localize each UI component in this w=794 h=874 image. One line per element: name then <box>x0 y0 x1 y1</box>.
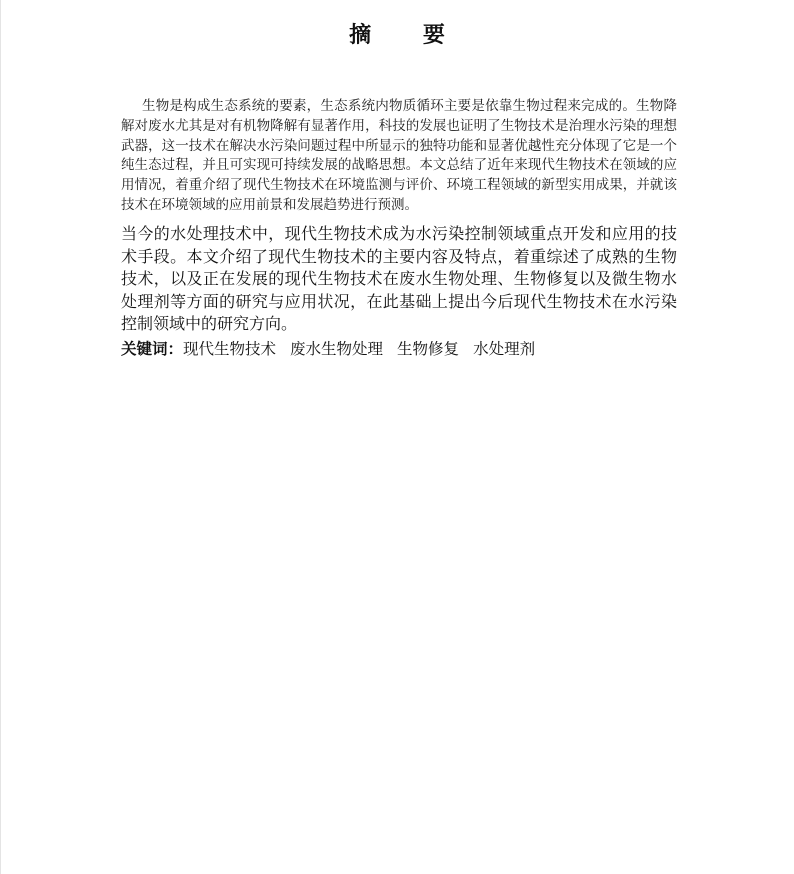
keyword-item: 水处理剂 <box>473 340 536 358</box>
page-title: 摘 要 <box>349 23 467 48</box>
keyword-item: 废水生物处理 <box>290 340 384 358</box>
keywords-label: 关键词： <box>121 340 184 358</box>
keyword-item: 现代生物技术 <box>183 340 277 358</box>
page-edge <box>0 0 1 874</box>
keywords-line <box>121 338 677 360</box>
abstract-paragraph-2: 当今的水处理技术中，现代生物技术成为水污染控制领域重点开发和应用的技术手段。本文介绍了现代生物技术的主要内容及特点，着重综述了成熟的生物技术，以及正在发展的现代生物技术在废水生物处理、生物修复以及微生物水处理剂等方面的研究与应用状况，在此基础上提出今后现代生物技术在水污染控制领域中的研究方向。 <box>121 224 677 334</box>
keyword-item: 生物修复 <box>397 340 460 358</box>
abstract-paragraph-1: 生物是构成生态系统的要素，生态系统内物质循环主要是依靠生物过程来完成的。生物降解对废水尤其是对有机物降解有显著作用，科技的发展也证明了生物技术是治理水污染的理想武器，这一技术在解决水污染问题过程中所显示的独特功能和显著优越性充分体现了它是一个纯生态过程，并且可实现可持续发展的战略思想。本文总结了近年来现代生物技术在领域的应用情况，着重介绍了现代生物技术在环境监测与评价、环境工程领域的新型实用成果，并就该技术在环境领域的应用前景和发展趋势进行预测。 <box>121 98 677 213</box>
